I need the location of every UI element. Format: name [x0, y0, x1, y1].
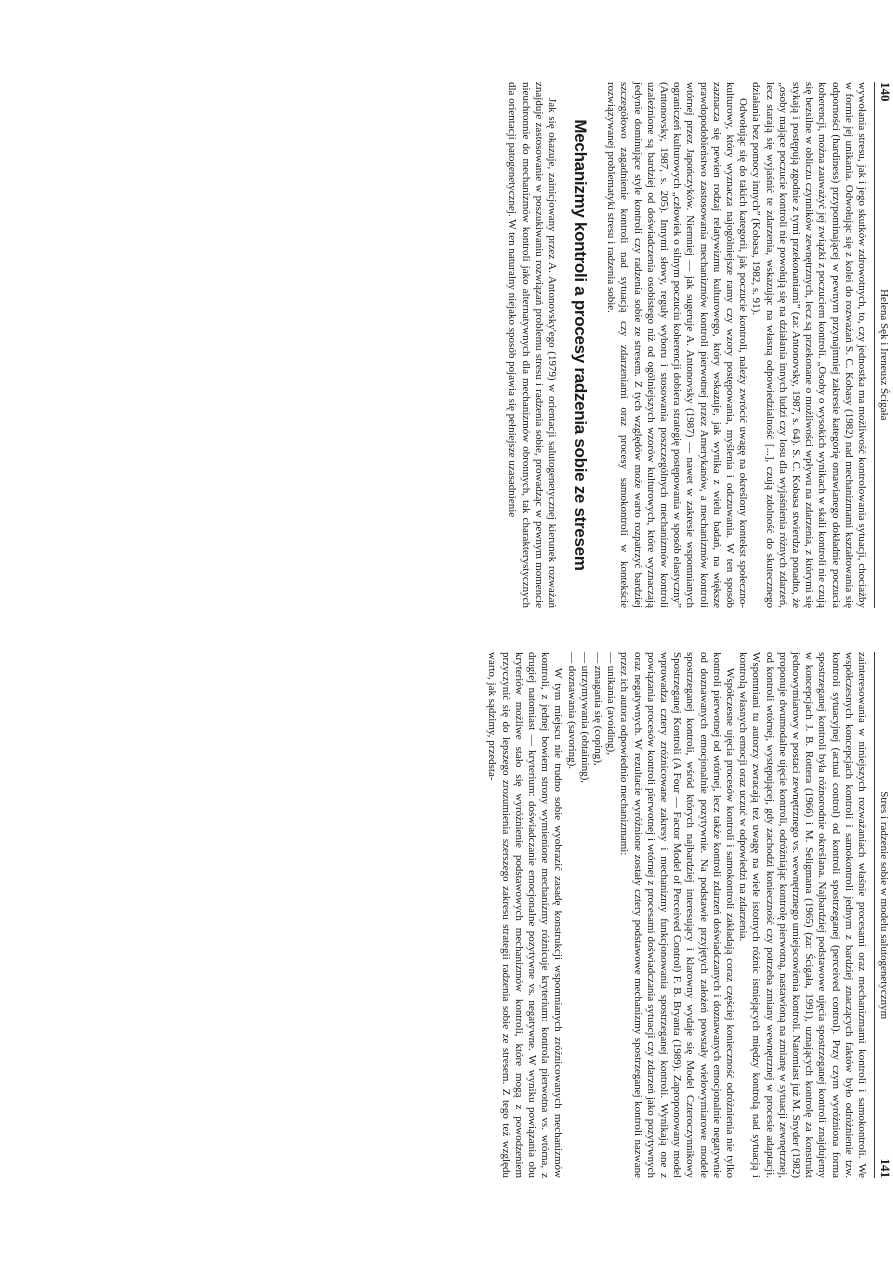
right-paragraph-1: zainteresowania w niniejszych rozważaniach właśnie procesami oraz mechanizmami kontroli i samokontroli. We współczesnych koncepcjach kontroli i samokontroli jednym z bardziej znaczących faktów było odróżnienie tzw. kontroli sytuacyjnej (actual control) od kontroli spostrzeganej (perceived control). Przy czym wyróżniona forma spostrzeganej kontroli była różnorodnie określana. Najbardziej podstawowe ujęcia spostrzeganej kontroli znajdujemy w koncepcjach J. B. Rottera (1966) i M. Seligmana (1965) (za: Ścigała, 1991), uznających kontrolę za konstrukt jednowymiarowy w postaci zewnętrznego vs. wewnętrznego umiejscowienia kontroli. Natomiast już M. Snyder (1982) proponuje dwumodalne ujęcie kontroli, odróżniając kontrolę pierwotną, nastawioną na zmianę w sytuacji zewnętrznej, od kontroli wtórnej, występującej, gdy zachodzi konieczność czy potrzeba zmiany wewnętrznej w procesie adaptacji. Wspomniani tu autorzy zwracają też uwagę na wiele istotnych różnic istniejących między kontrolą nad sytuacją i kontrolą własnych emocji oraz uczuć w odpowiedzi na zdarzenia.	[737, 652, 868, 1178]
page-141	[283, 640, 893, 1190]
list-item: — doznawania (savoring).	[565, 652, 578, 769]
running-head-title-right: Stres i radzenie sobie w modelu salutogenetycznym	[878, 791, 890, 1020]
mechanisms-list	[564, 652, 617, 1178]
list-item: — unikania (avoiding),	[605, 652, 618, 755]
list-item: — utrzymywania (obtaining),	[578, 652, 591, 784]
page-140	[198, 70, 893, 620]
page-number-right: 141	[878, 1158, 893, 1178]
page-number-left: 140	[878, 82, 893, 102]
running-head-title-left: Helena Sęk i Ireneusz Ścigała	[878, 289, 890, 421]
right-paragraph-3: W tym miejscu nie trudno sobie wyobrazić zasadę konstrukcji wspomnianych zróżnicowanych mechanizmów kontroli, z jednej bowiem strony wymienione mechanizmy różnicuje kryterium: kontrola pierwotna vs. wtórna, z drugiej natomiast — kryterium: doświadczanie emocjonalne pozytywne vs. negatywne. W wyniku powiązania obu kryteriów możliwe stało się wyróżnienie podstawowych mechanizmów kontroli, które mogą z powodzeniem przyczynić się do lepszego zrozumienia szerszego zakresu strategii radzenia sobie ze stresem. Z tego też względu warto, jak sądzimy, przedsta-	[486, 652, 565, 1178]
running-head-left	[874, 82, 893, 608]
right-paragraph-2: Współczesne ujęcia procesów kontroli i samokontroli zakładają coraz częściej konieczność odróżnienia nie tylko kontroli pierwotnej od wtórnej, lecz także kontroli zdarzeń doświadczanych i doznawanych emocjonalnie negatywnie od doznawanych emocjonalnie pozytywnie. Na podstawie przyjętych założeń powstały wielowymiarowe modele spostrzeganej kontroli, wśród których najbardziej interesujący i klarowny wydaje się Model Czteroczynnikowy Spostrzeganej Kontroli (A Four — Factor Model of Perceived Control) F. B. Bryanta (1989). Zaproponowany model wprowadza cztery zróżnicowane zakresy i mechanizmy funkcjonowania spostrzeganej kontroli. Wynikają one z powiązania procesów kontroli pierwotnej i wtórnej z procesami doświadczania sytuacji czy zdarzeń jako pozytywnych oraz negatywnych. W rezultacie wyróżnione zostały cztery podstawowe mechanizmy spostrzeganej kontroli nazwane przez ich autora odpowiednio mechanizmami:	[618, 652, 736, 1178]
list-item: — zmagania się (coping),	[591, 652, 604, 766]
left-paragraph-2: Odwołując się do takich kategorii, jak poczucie kontroli, należy zwrócić uwagę na określony kontekst społeczno-kulturowy, który wyznacza najogólniejsze ramy czy wzory postępowania, myślenia i odczuwania. W ten sposób zaznacza się pewien rodzaj relatywizmu kulturowego, który wskazuje, jak wynika z wielu badań, na większe prawdopodobieństwo zastosowania mechanizmów kontroli pierwotnej przez Amerykanów, a mechanizmów kontroli wtórnej przez Japończyków. Niemniej — jak sugeruje A. Antonovsky (1987) — nawet w zakresie wspomnianych ograniczeń kulturowych „człowiek o silnym poczuciu koherencji dobiera strategię postępowania w sposób elastyczny” (Antonovsky, 1987, s. 205). Innymi słowy, reguły wyboru i stosowania poszczególnych mechanizmów kontroli uzależnione są bardziej od doświadczenia osobistego niż od ogólniejszych wzorów kulturowych, które wyznaczają jedynie dominujące style kontroli czy radzenia sobie ze stresem. Z tych względów może warto rozpatrzyć bardziej szczegółowo zagadnienie kontroli nad sytuacją czy zdarzeniami oraz procesy samokontroli w kontekście rozwiązywanej problematyki stresu i radzenia sobie.	[605, 82, 750, 608]
left-paragraph-3: Jak się okazuje, zainicjowany przez A. Antonovsky'ego (1979) w orientacji salutogenetycznej kierunek rozważań znajduje zastosowanie w poszukiwaniu rozwiązań problemu stresu i radzenia sobie, prowadząc w pewnym momencie nieuchronnie do mechanizmów kontroli jako alternatywnych dla mechanizmów obronnych, tak charakterystycznych dla orientacji patogenetycznej. W ten naturalny niejako sposób pojawia się pełniejsze uzasadnienie	[506, 82, 558, 608]
left-paragraph-1: wywołania stresu, jak i jego skutków zdrowotnych, to, czy jednostka ma możliwość kontrolowania sytuacji, chociażby w formie jej unikania. Odwołując się z kolei do rozważań S. C. Kobasy (1982) nad mechanizmami kształtowania się odporności (hardiness) przypominającej w pewnym przynajmniej zakresie kategorię omawianego dokładnie poczucia koherencji, można zauważyć jej związki z poczuciem kontroli. „Osoby o wysokich wynikach w skali kontroli nie czują się bezsilne w obliczu czynników zewnętrznych, lecz są przekonane o możliwości wpływu na zdarzenia, z którymi się stykają i postępują zgodnie z tymi przekonaniami” (za: Antonovsky, 1987, s. 64). S. C. Kobasa stwierdza ponadto, że „osoby mające poczucie kontroli nie powołują się na działania innych ludzi czy losu dla wyjaśnienia różnych zdarzeń, lecz starają się wyjaśnić te zdarzenia, wskazując na własną odpowiedzialność [...], czują zdolność do skutecznego działania bez pomocy innych” (Kobasa, 1982, s. 91).	[750, 82, 868, 608]
section-heading: Mechanizmy kontroli a procesy radzenia sobie ze stresem	[570, 119, 590, 571]
running-head-right	[874, 652, 893, 1178]
